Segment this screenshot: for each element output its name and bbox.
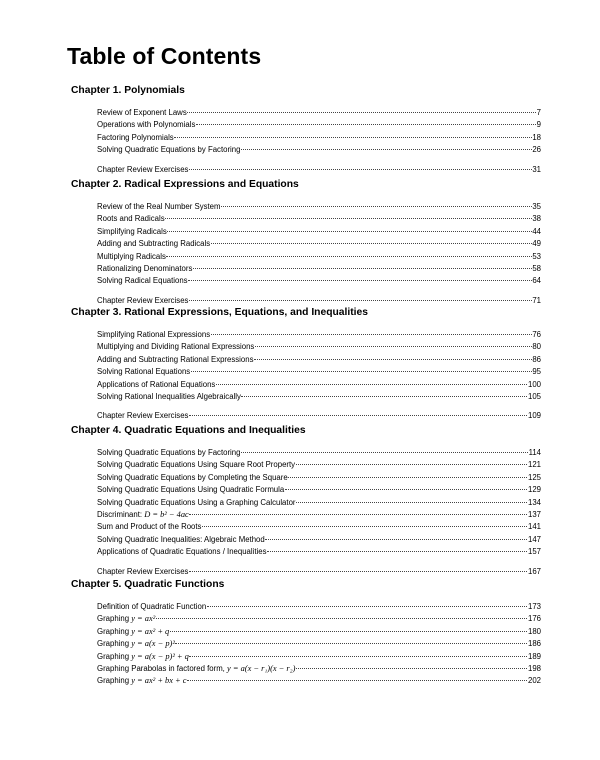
dot-leader	[202, 516, 528, 527]
entry-page-number: 38	[532, 214, 541, 224]
dot-leader	[241, 442, 528, 453]
entry-label: Solving Quadratic Equations Using Square Root Property	[97, 460, 296, 470]
dot-leader	[216, 374, 528, 385]
entry-page-number: 49	[532, 239, 541, 249]
dot-leader	[285, 479, 528, 490]
entry-page-number: 76	[532, 330, 541, 339]
entry-label: Graphing Parabolas in factored form, y = a(x − r₁)(x − r₂)	[97, 663, 296, 673]
entry-label: Multiplying and Dividing Rational Expressions	[97, 342, 255, 352]
chapter-section	[71, 306, 541, 420]
entry-page-number: 180	[527, 626, 541, 636]
entry-label: Solving Quadratic Equations Using Quadratic Formula	[97, 485, 285, 495]
chapter-review-entry[interactable]	[97, 161, 541, 173]
dot-leader	[156, 608, 528, 619]
entry-page-number: 105	[527, 391, 541, 401]
entry-page-number: 121	[527, 460, 541, 470]
entry-page-number: 71	[532, 295, 541, 305]
dot-leader	[166, 246, 531, 257]
entry-label: Factoring Polynomials	[97, 132, 174, 142]
entry-page-number: 167	[527, 566, 541, 576]
entry-label: Graphing y = a(x − p)² + q	[97, 651, 189, 661]
entry-page-number: 100	[527, 379, 541, 389]
entry-label: Solving Quadratic Equations by Completing the Square	[97, 472, 288, 482]
dot-leader	[188, 270, 532, 281]
dot-leader	[189, 159, 532, 170]
entry-label: Simplifying Rational Expressions	[97, 330, 211, 339]
entry-page-number: 114	[528, 448, 541, 457]
dot-leader	[211, 233, 532, 244]
dot-leader	[296, 492, 527, 503]
entry-label: Definition of Quadratic Function	[97, 602, 207, 611]
dot-leader	[187, 670, 527, 681]
entry-label: Rationalizing Denominators	[97, 263, 193, 273]
entry-label: Chapter Review Exercises	[97, 295, 189, 305]
entry-page-number: 7	[536, 108, 541, 117]
entry-page-number: 186	[527, 639, 541, 649]
entry-page-number: 86	[532, 354, 541, 364]
entry-page-number: 137	[527, 509, 541, 519]
entry-label: Multiplying Radicals	[97, 251, 166, 261]
entry-label: Solving Quadratic Inequalities: Algebraic Method	[97, 534, 265, 544]
dot-leader	[196, 114, 536, 125]
entry-label: Graphing y = a(x − p)²	[97, 639, 175, 649]
chapter-review-entry[interactable]	[97, 292, 541, 304]
entry-page-number: 157	[527, 547, 541, 557]
dot-leader	[189, 290, 532, 301]
entry-formula: y = ax² + bx + c	[131, 676, 187, 686]
chapter-title[interactable]: Chapter 4. Quadratic Equations and Inequalities	[71, 425, 306, 436]
entry-label: Graphing y = ax² + bx + c	[97, 676, 187, 686]
entry-label: Chapter Review Exercises	[97, 411, 189, 421]
entry-label: Solving Quadratic Equations Using a Graphing Calculator	[97, 497, 296, 507]
dot-leader	[296, 658, 528, 669]
entry-label: Roots and Radicals	[97, 214, 165, 224]
chapter-title[interactable]: Chapter 2. Radical Expressions and Equations	[71, 179, 299, 190]
entry-page-number: 35	[532, 202, 541, 211]
dot-leader	[211, 324, 532, 335]
chapter-section	[71, 178, 541, 304]
entry-page-number: 80	[532, 342, 541, 352]
entry-label: Adding and Subtracting Rational Expressions	[97, 354, 254, 364]
entry-formula: y = ax² + q	[131, 626, 170, 636]
entry-label: Graphing y = ax² + q	[97, 626, 170, 636]
entry-label: Graphing y = ax²	[97, 614, 156, 624]
entry-label: Simplifying Radicals	[97, 226, 167, 236]
dot-leader	[189, 405, 528, 416]
entry-page-number: 134	[527, 497, 541, 507]
dot-leader	[191, 361, 532, 372]
dot-leader	[175, 633, 527, 644]
entry-label: Applications of Rational Equations	[97, 379, 216, 389]
dot-leader	[189, 646, 527, 657]
entry-page-number: 147	[527, 534, 541, 544]
dot-leader	[254, 349, 532, 360]
dot-leader	[167, 221, 532, 232]
dot-leader	[288, 467, 527, 478]
entry-page-number: 109	[527, 411, 541, 421]
entry-page-number: 129	[527, 485, 541, 495]
dot-leader	[189, 504, 527, 515]
entry-label: Discriminant: D = b² − 4ac	[97, 509, 189, 519]
entry-page-number: 202	[527, 676, 541, 686]
entry-formula: y = a(x − p)² + q	[131, 651, 189, 661]
dot-leader	[170, 621, 528, 632]
page-title: Table of Contents	[67, 43, 262, 69]
entry-page-number: 58	[532, 263, 541, 273]
entry-label: Solving Rational Inequalities Algebraically	[97, 391, 241, 401]
dot-leader	[241, 386, 527, 397]
chapter-entries	[71, 326, 541, 420]
entry-label: Review of the Real Number System	[97, 202, 221, 211]
entry-page-number: 9	[536, 120, 541, 130]
entry-label: Solving Quadratic Equations by Factoring	[97, 448, 241, 457]
entry-page-number: 31	[532, 164, 541, 174]
entry-label: Chapter Review Exercises	[97, 164, 189, 174]
dot-leader	[241, 139, 532, 150]
chapter-entries	[71, 444, 541, 575]
entry-page-number: 18	[532, 132, 541, 142]
entry-label: Operations with Polynomials	[97, 120, 196, 130]
entry-label: Solving Radical Equations	[97, 276, 188, 286]
chapter-title[interactable]: Chapter 3. Rational Expressions, Equations, and Inequalities	[71, 307, 368, 318]
chapter-title[interactable]: Chapter 5. Quadratic Functions	[71, 579, 225, 590]
dot-leader	[187, 102, 536, 113]
entry-formula: y = ax²	[131, 614, 156, 624]
entry-label: Adding and Subtracting Radicals	[97, 239, 211, 249]
dot-leader	[296, 454, 528, 465]
entry-page-number: 64	[532, 276, 541, 286]
entry-page-number: 26	[532, 145, 541, 155]
entry-page-number: 198	[527, 663, 541, 673]
entry-page-number: 141	[527, 522, 541, 532]
chapter-section	[71, 84, 541, 173]
chapter-entries	[71, 598, 541, 685]
dot-leader	[193, 258, 532, 269]
entry-label: Sum and Product of the Roots	[97, 522, 202, 532]
entry-page-number: 53	[532, 251, 541, 261]
dot-leader	[267, 541, 528, 552]
entry-page-number: 176	[527, 614, 541, 624]
chapter-section	[71, 424, 541, 575]
entry-formula: y = a(x − p)²	[131, 639, 175, 649]
entry-label: Solving Rational Equations	[97, 367, 191, 377]
chapter-title[interactable]: Chapter 1. Polynomials	[71, 85, 185, 96]
chapter-section	[71, 578, 541, 685]
entry-page-number: 173	[527, 602, 541, 611]
dot-leader	[265, 529, 527, 540]
dot-leader	[174, 127, 532, 138]
chapter-review-entry[interactable]	[97, 563, 541, 575]
entry-page-number: 189	[527, 651, 541, 661]
entry-page-number: 44	[532, 226, 541, 236]
entry-page-number: 125	[527, 472, 541, 482]
chapter-entries	[71, 198, 541, 304]
dot-leader	[255, 336, 532, 347]
dot-leader	[221, 196, 532, 207]
entry-label: Review of Exponent Laws	[97, 108, 187, 117]
entry-formula: y = a(x − r₁)(x − r₂)	[227, 663, 296, 673]
dot-leader	[207, 596, 528, 607]
dot-leader	[189, 561, 528, 572]
chapter-review-entry[interactable]	[97, 407, 541, 419]
entry-label: Chapter Review Exercises	[97, 566, 189, 576]
entry-label: Solving Quadratic Equations by Factoring	[97, 145, 241, 155]
entry-formula: D = b² − 4ac	[144, 509, 189, 519]
entry-page-number: 95	[532, 367, 541, 377]
entry-label: Applications of Quadratic Equations / Inequalities	[97, 547, 267, 557]
dot-leader	[165, 208, 532, 219]
chapter-entries	[71, 104, 541, 173]
